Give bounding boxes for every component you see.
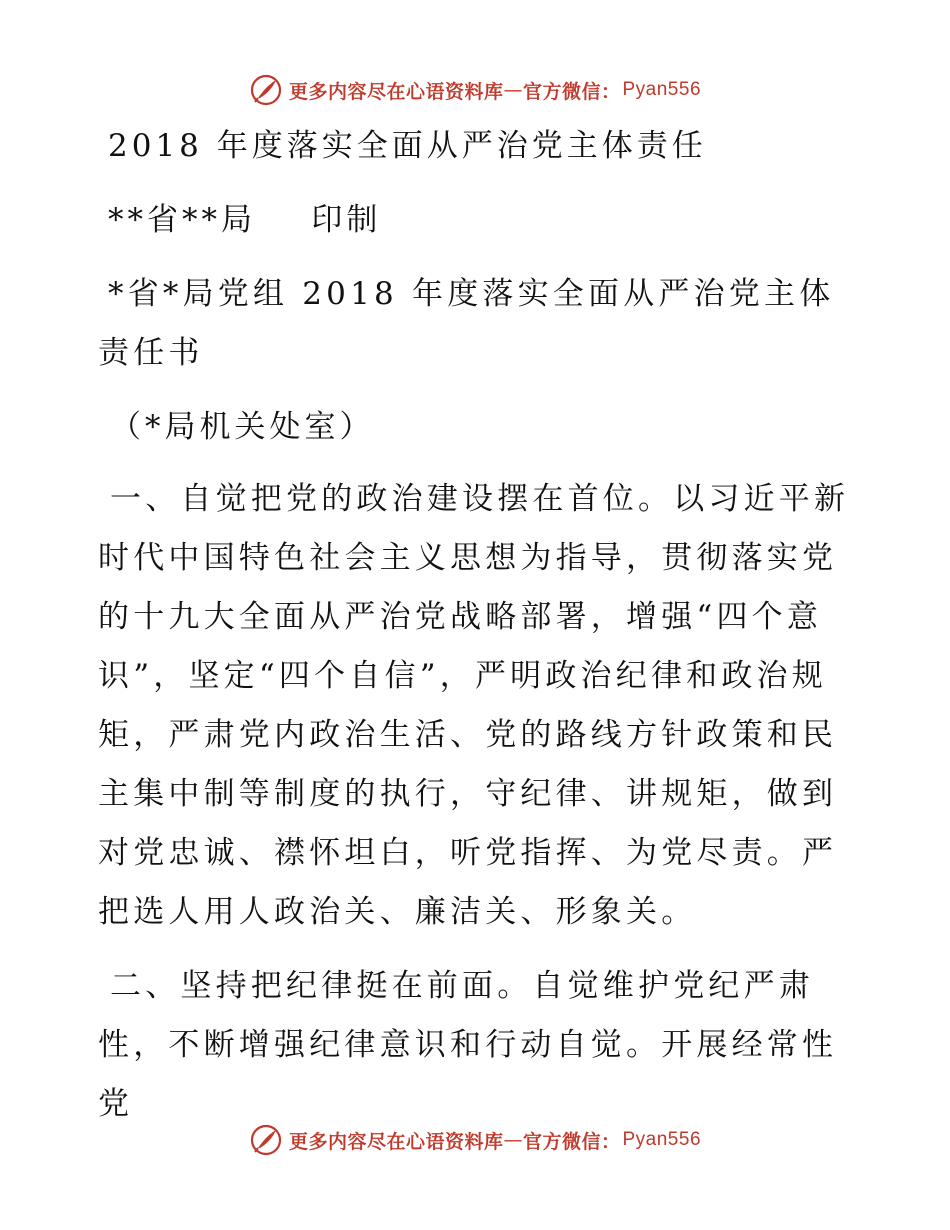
banner-wechat-label: 官方微信：	[522, 1130, 621, 1153]
document-title: 2018 年度落实全面从严治党主体责任	[108, 128, 707, 164]
paragraph-2: 二、坚持把纪律挺在前面。自觉维护党纪严肃性，不断增强纪律意识和行动自觉。开展经常性党	[98, 968, 838, 1122]
document-issuer: **省**局 印制	[108, 202, 382, 238]
quill-logo-icon	[249, 73, 283, 107]
paragraph-1: 一、自觉把党的政治建设摆在首位。以习近平新时代中国特色社会主义思想为指导，贯彻落实党的十九大全面从严治党战略部署，增强“四个意识”，坚定“四个自信”，严明政治纪律和政治规矩，严肃党内政治生活、党的路线方针政策和民主集中制等制度的执行，守纪律、讲规矩，做到对党忠诚、襟怀坦白，听党指挥、为党尽责。严把选人用人政治关、廉洁关、形象关。	[98, 481, 850, 930]
banner-dash: —	[503, 79, 523, 101]
footer-watermark-banner	[0, 1120, 950, 1160]
banner-wechat-id: Pyan556	[622, 1129, 702, 1150]
banner-dash: —	[503, 1129, 523, 1151]
banner-slogan: 更多内容尽在心语资料库	[288, 80, 504, 103]
quill-logo-icon	[249, 1123, 283, 1157]
document-recipient: （*局机关处室）	[110, 409, 375, 445]
header-watermark-banner	[0, 70, 950, 110]
banner-slogan: 更多内容尽在心语资料库	[288, 1130, 504, 1153]
document-responsibility-title: *省*局党组 2018 年度落实全面从严治党主体责任书	[98, 276, 835, 371]
banner-wechat-label: 官方微信：	[522, 80, 621, 103]
banner-wechat-id: Pyan556	[622, 79, 702, 100]
